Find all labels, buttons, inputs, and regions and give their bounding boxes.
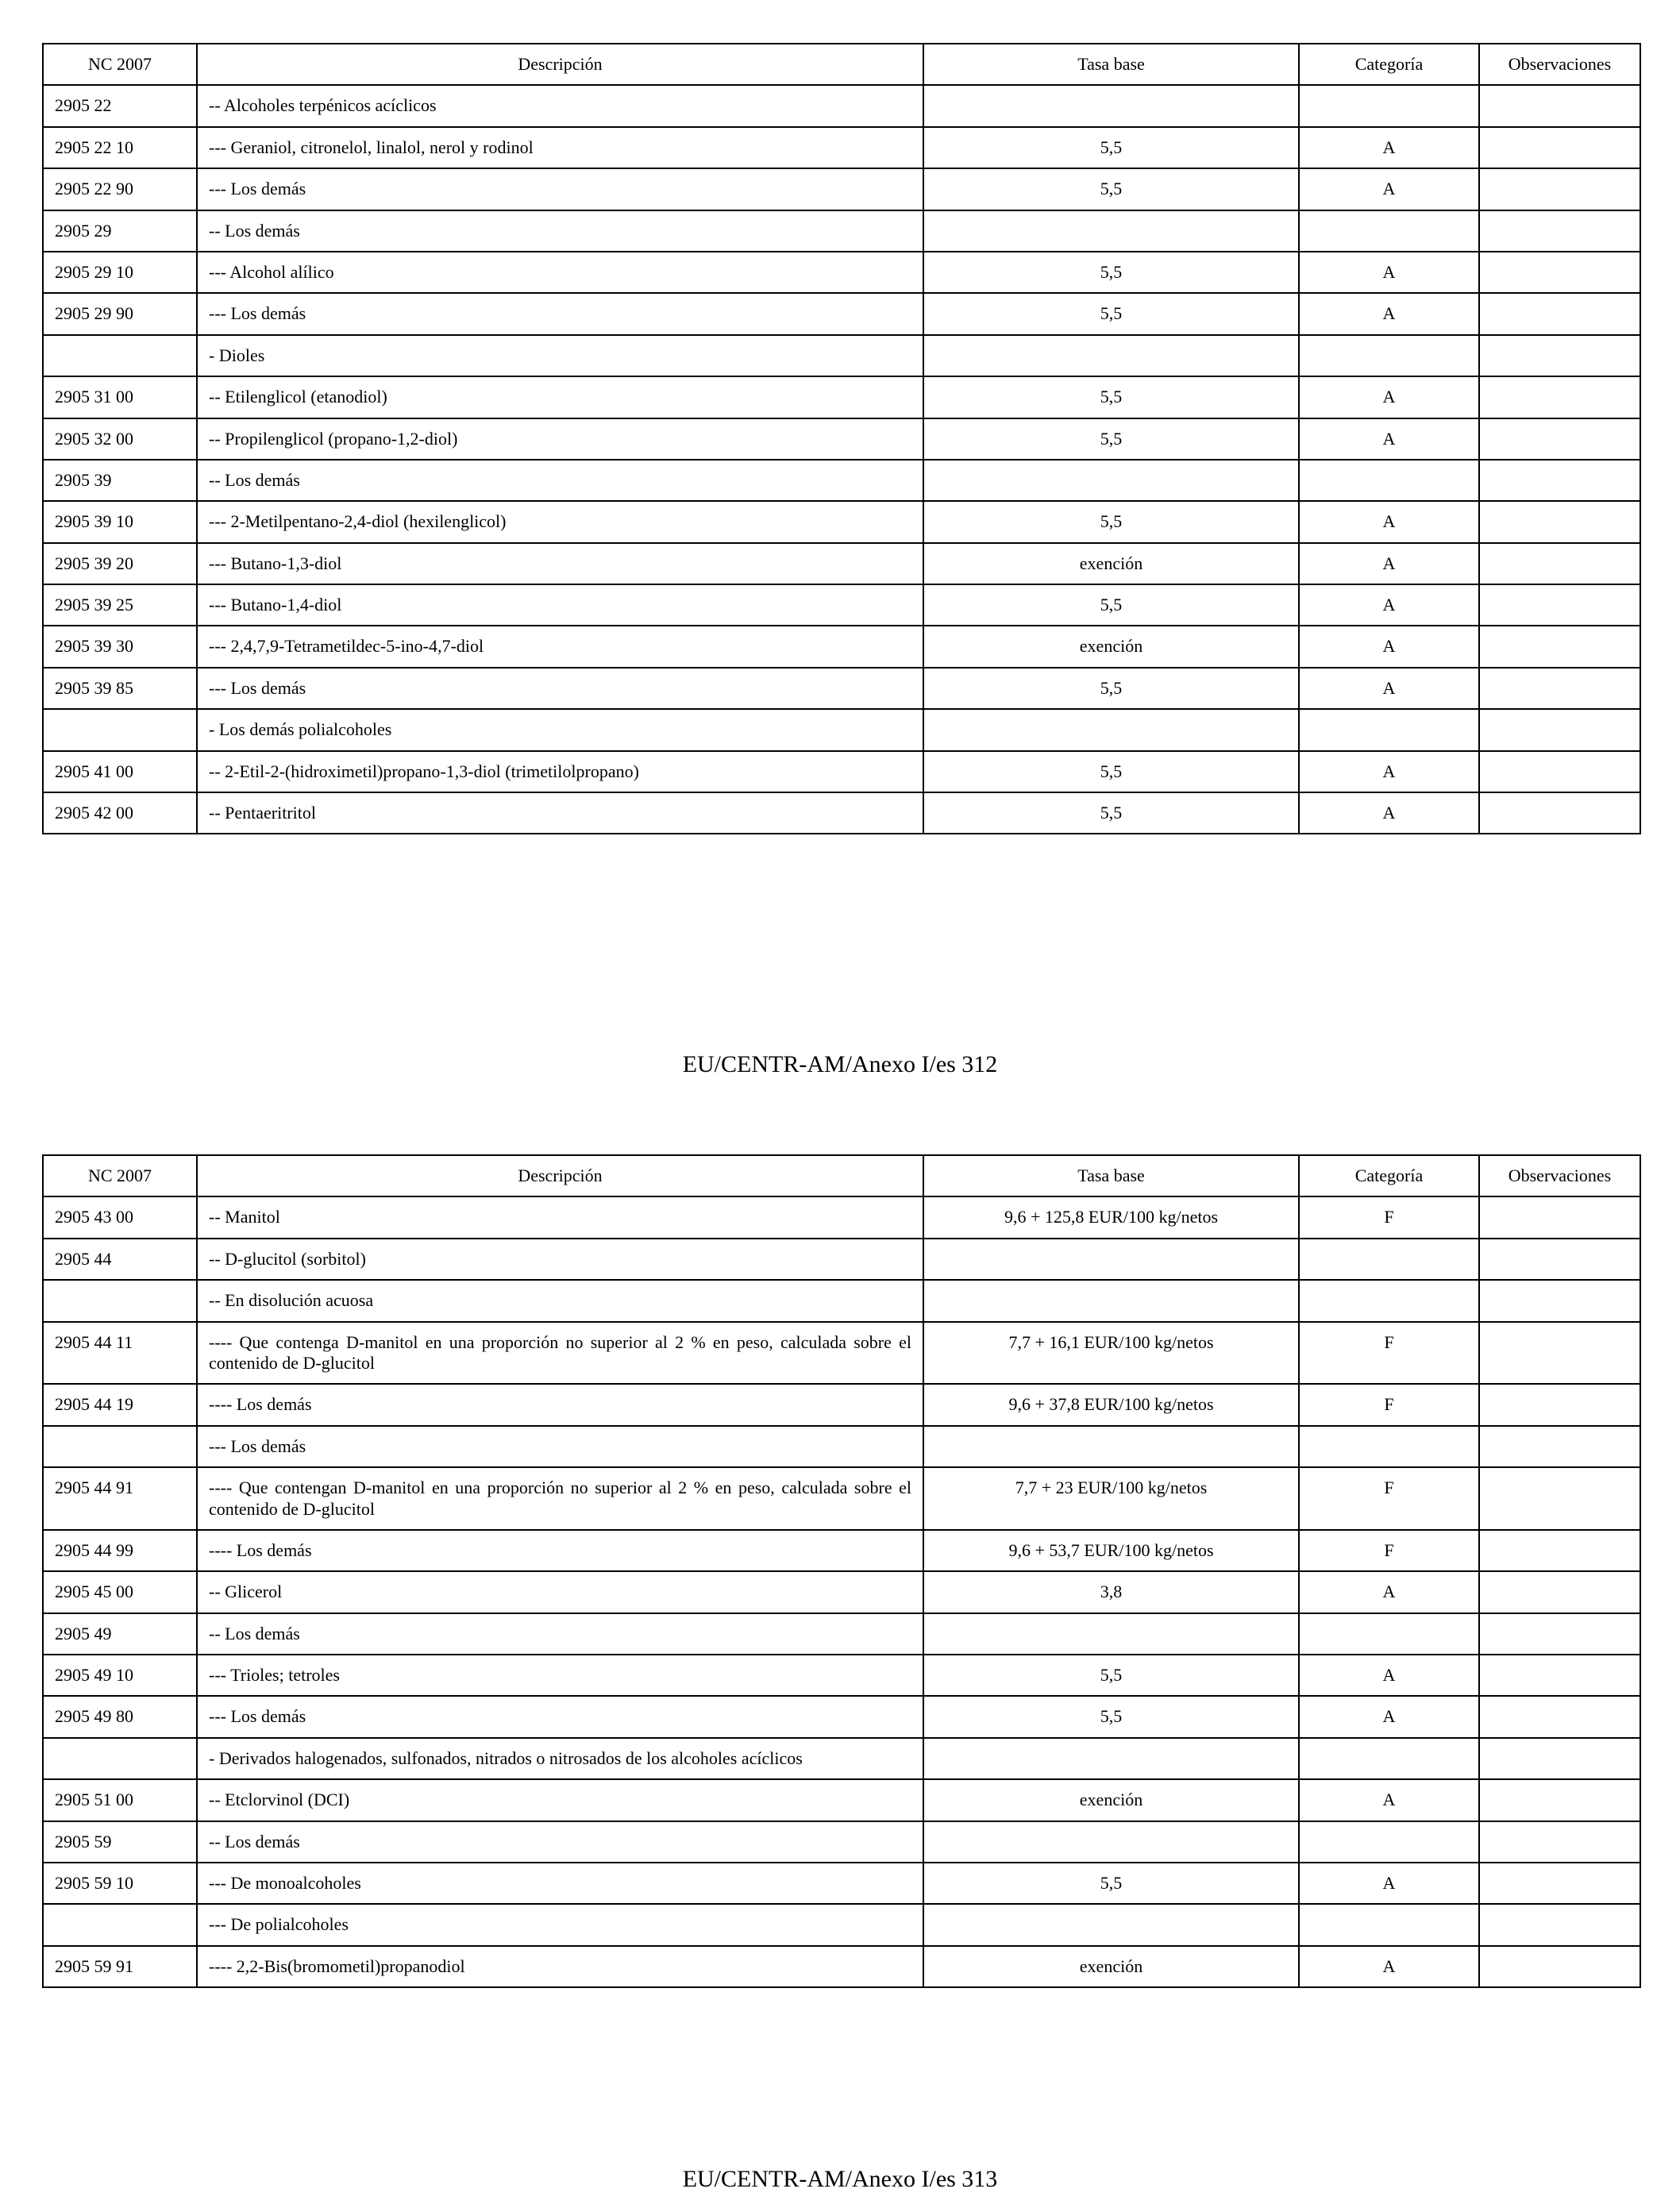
row-rate [923, 335, 1299, 376]
row-category: F [1299, 1384, 1479, 1425]
table-body [43, 1196, 1640, 1987]
row-rate [923, 1239, 1299, 1280]
row-code [43, 1280, 197, 1321]
row-description: --- Butano-1,3-diol [197, 543, 923, 584]
row-code: 2905 44 91 [43, 1467, 197, 1530]
row-rate [923, 460, 1299, 501]
row-category: A [1299, 1571, 1479, 1613]
row-notes [1479, 1904, 1640, 1945]
table-row [43, 85, 1640, 126]
table-row [43, 1196, 1640, 1238]
row-category [1299, 1613, 1479, 1655]
row-code: 2905 44 99 [43, 1530, 197, 1571]
row-notes [1479, 1738, 1640, 1779]
row-rate [923, 709, 1299, 750]
row-code: 2905 39 30 [43, 626, 197, 667]
row-rate: exención [923, 543, 1299, 584]
row-description: ---- Que contenga D-manitol en una proporción no superior al 2 % en peso, calculada sobre el contenido de D-glucitol [197, 1322, 923, 1385]
row-notes [1479, 1863, 1640, 1904]
row-category: A [1299, 626, 1479, 667]
row-notes [1479, 1239, 1640, 1280]
row-code: 2905 29 90 [43, 293, 197, 334]
row-code: 2905 49 10 [43, 1655, 197, 1696]
table-row [43, 751, 1640, 792]
table-row [43, 1571, 1640, 1613]
row-code: 2905 49 80 [43, 1696, 197, 1737]
row-rate: 9,6 + 125,8 EUR/100 kg/netos [923, 1196, 1299, 1238]
row-rate: 5,5 [923, 1863, 1299, 1904]
row-description: - Los demás polialcoholes [197, 709, 923, 750]
table-row [43, 376, 1640, 418]
row-category: F [1299, 1530, 1479, 1571]
row-description: - Derivados halogenados, sulfonados, nitrados o nitrosados de los alcoholes acíclicos [197, 1738, 923, 1779]
row-category [1299, 210, 1479, 252]
row-notes [1479, 1426, 1640, 1467]
row-code [43, 1904, 197, 1945]
row-rate [923, 210, 1299, 252]
header-category: Categoría [1299, 1155, 1479, 1196]
row-code: 2905 51 00 [43, 1779, 197, 1821]
row-notes [1479, 1821, 1640, 1863]
row-category: F [1299, 1322, 1479, 1385]
row-description: -- D-glucitol (sorbitol) [197, 1239, 923, 1280]
table-row [43, 1779, 1640, 1821]
row-rate: 5,5 [923, 792, 1299, 834]
row-description: -- Los demás [197, 1613, 923, 1655]
row-code: 2905 39 85 [43, 668, 197, 709]
row-description: - Dioles [197, 335, 923, 376]
table-row [43, 1821, 1640, 1863]
row-description: -- Los demás [197, 460, 923, 501]
row-description: -- Pentaeritritol [197, 792, 923, 834]
table-row [43, 1384, 1640, 1425]
table-row [43, 1613, 1640, 1655]
row-category [1299, 1821, 1479, 1863]
row-category: A [1299, 543, 1479, 584]
row-code: 2905 39 [43, 460, 197, 501]
row-code: 2905 29 [43, 210, 197, 252]
table-row [43, 584, 1640, 626]
row-rate [923, 1904, 1299, 1945]
row-description: -- Los demás [197, 210, 923, 252]
row-notes [1479, 1655, 1640, 1696]
row-category: A [1299, 501, 1479, 542]
row-category: A [1299, 418, 1479, 460]
row-category: A [1299, 751, 1479, 792]
row-category [1299, 335, 1479, 376]
row-notes [1479, 1280, 1640, 1321]
table-row [43, 418, 1640, 460]
row-rate: 5,5 [923, 252, 1299, 293]
row-category [1299, 460, 1479, 501]
row-code [43, 709, 197, 750]
row-notes [1479, 85, 1640, 126]
row-category [1299, 709, 1479, 750]
row-notes [1479, 543, 1640, 584]
header-rate: Tasa base [923, 44, 1299, 85]
row-code: 2905 41 00 [43, 751, 197, 792]
row-rate [923, 1821, 1299, 1863]
row-notes [1479, 1779, 1640, 1821]
row-rate [923, 1426, 1299, 1467]
row-category [1299, 1426, 1479, 1467]
row-notes [1479, 709, 1640, 750]
table-row [43, 668, 1640, 709]
tariff-table-page-313 [42, 1154, 1641, 1988]
row-description: ---- Los demás [197, 1530, 923, 1571]
row-category [1299, 1738, 1479, 1779]
row-code: 2905 59 10 [43, 1863, 197, 1904]
row-notes [1479, 1530, 1640, 1571]
row-rate [923, 1738, 1299, 1779]
row-notes [1479, 1696, 1640, 1737]
row-notes [1479, 668, 1640, 709]
row-code: 2905 43 00 [43, 1196, 197, 1238]
row-notes [1479, 335, 1640, 376]
row-description: -- Alcoholes terpénicos acíclicos [197, 85, 923, 126]
row-category: A [1299, 252, 1479, 293]
row-category: F [1299, 1467, 1479, 1530]
row-code: 2905 39 10 [43, 501, 197, 542]
row-code: 2905 39 20 [43, 543, 197, 584]
row-rate: 7,7 + 16,1 EUR/100 kg/netos [923, 1322, 1299, 1385]
row-code: 2905 32 00 [43, 418, 197, 460]
row-code: 2905 44 19 [43, 1384, 197, 1425]
table-row [43, 1467, 1640, 1530]
row-rate: exención [923, 1779, 1299, 1821]
page-footer: EU/CENTR-AM/Anexo I/es 312 [682, 1051, 998, 1077]
header-rate: Tasa base [923, 1155, 1299, 1196]
table-row [43, 792, 1640, 834]
row-category [1299, 1904, 1479, 1945]
row-category: A [1299, 376, 1479, 418]
row-description: --- 2,4,7,9-Tetrametildec-5-ino-4,7-diol [197, 626, 923, 667]
table-row [43, 460, 1640, 501]
row-rate: 5,5 [923, 293, 1299, 334]
row-notes [1479, 376, 1640, 418]
row-category: A [1299, 1863, 1479, 1904]
row-rate: 5,5 [923, 501, 1299, 542]
row-notes [1479, 252, 1640, 293]
row-rate: exención [923, 626, 1299, 667]
row-notes [1479, 1384, 1640, 1425]
row-category [1299, 1239, 1479, 1280]
row-code: 2905 31 00 [43, 376, 197, 418]
row-notes [1479, 1196, 1640, 1238]
row-rate: 3,8 [923, 1571, 1299, 1613]
row-code: 2905 39 25 [43, 584, 197, 626]
table-body [43, 85, 1640, 834]
row-notes [1479, 1467, 1640, 1530]
row-description: -- Manitol [197, 1196, 923, 1238]
row-category: A [1299, 293, 1479, 334]
row-rate: 5,5 [923, 418, 1299, 460]
row-rate: exención [923, 1946, 1299, 1987]
row-description: -- Los demás [197, 1821, 923, 1863]
row-category: F [1299, 1196, 1479, 1238]
row-description: -- En disolución acuosa [197, 1280, 923, 1321]
row-code: 2905 29 10 [43, 252, 197, 293]
row-rate: 5,5 [923, 584, 1299, 626]
row-description: --- Butano-1,4-diol [197, 584, 923, 626]
table-row [43, 1426, 1640, 1467]
table-row [43, 293, 1640, 334]
row-rate: 5,5 [923, 1696, 1299, 1737]
row-code: 2905 45 00 [43, 1571, 197, 1613]
row-description: --- Los demás [197, 168, 923, 210]
table-row [43, 168, 1640, 210]
row-description: --- De polialcoholes [197, 1904, 923, 1945]
row-description: ---- Los demás [197, 1384, 923, 1425]
row-description: -- Propilenglicol (propano-1,2-diol) [197, 418, 923, 460]
row-category: A [1299, 668, 1479, 709]
row-code: 2905 22 10 [43, 127, 197, 168]
header-notes: Observaciones [1479, 44, 1640, 85]
row-category: A [1299, 1655, 1479, 1696]
row-description: --- Los demás [197, 1696, 923, 1737]
row-rate: 5,5 [923, 751, 1299, 792]
row-description: --- 2-Metilpentano-2,4-diol (hexilenglicol) [197, 501, 923, 542]
row-description: ---- 2,2-Bis(bromometil)propanodiol [197, 1946, 923, 1987]
row-rate: 9,6 + 37,8 EUR/100 kg/netos [923, 1384, 1299, 1425]
header-code: NC 2007 [43, 1155, 197, 1196]
row-description: -- Etilenglicol (etanodiol) [197, 376, 923, 418]
row-category: A [1299, 792, 1479, 834]
table-row [43, 1280, 1640, 1321]
page-footer: EU/CENTR-AM/Anexo I/es 313 [682, 2166, 998, 2192]
table-header-row [43, 1155, 1640, 1196]
table-row [43, 543, 1640, 584]
table-row [43, 335, 1640, 376]
row-category [1299, 1280, 1479, 1321]
row-rate: 9,6 + 53,7 EUR/100 kg/netos [923, 1530, 1299, 1571]
row-code [43, 1426, 197, 1467]
row-rate: 5,5 [923, 376, 1299, 418]
row-notes [1479, 584, 1640, 626]
row-description: --- Alcohol alílico [197, 252, 923, 293]
header-description: Descripción [197, 1155, 923, 1196]
row-rate [923, 1613, 1299, 1655]
row-code [43, 1738, 197, 1779]
row-code: 2905 44 11 [43, 1322, 197, 1385]
row-category: A [1299, 1779, 1479, 1821]
row-description: --- Geraniol, citronelol, linalol, nerol y rodinol [197, 127, 923, 168]
table-row [43, 501, 1640, 542]
row-rate: 5,5 [923, 1655, 1299, 1696]
row-rate: 5,5 [923, 168, 1299, 210]
row-category: A [1299, 168, 1479, 210]
row-description: -- 2-Etil-2-(hidroximetil)propano-1,3-diol (trimetilolpropano) [197, 751, 923, 792]
table-header-row [43, 44, 1640, 85]
row-category [1299, 85, 1479, 126]
row-description: --- Los demás [197, 293, 923, 334]
row-notes [1479, 127, 1640, 168]
row-notes [1479, 1613, 1640, 1655]
row-rate: 5,5 [923, 668, 1299, 709]
row-notes [1479, 168, 1640, 210]
table-row [43, 1904, 1640, 1945]
row-notes [1479, 1322, 1640, 1385]
row-code [43, 335, 197, 376]
table-row [43, 1863, 1640, 1904]
table-row [43, 1239, 1640, 1280]
table-row [43, 210, 1640, 252]
row-description: --- De monoalcoholes [197, 1863, 923, 1904]
row-notes [1479, 792, 1640, 834]
table-row [43, 127, 1640, 168]
row-notes [1479, 1946, 1640, 1987]
table-row [43, 1738, 1640, 1779]
row-category: A [1299, 1946, 1479, 1987]
row-description: --- Los demás [197, 1426, 923, 1467]
row-category: A [1299, 1696, 1479, 1737]
table-row [43, 1655, 1640, 1696]
row-notes [1479, 210, 1640, 252]
row-code: 2905 22 [43, 85, 197, 126]
row-notes [1479, 460, 1640, 501]
row-code: 2905 59 91 [43, 1946, 197, 1987]
header-category: Categoría [1299, 44, 1479, 85]
table-row [43, 1322, 1640, 1385]
header-description: Descripción [197, 44, 923, 85]
table-row [43, 1530, 1640, 1571]
tariff-table-page-312 [42, 43, 1641, 834]
row-notes [1479, 418, 1640, 460]
row-rate: 5,5 [923, 127, 1299, 168]
row-description: --- Trioles; tetroles [197, 1655, 923, 1696]
row-code: 2905 44 [43, 1239, 197, 1280]
table-row [43, 709, 1640, 750]
row-description: --- Los demás [197, 668, 923, 709]
row-code: 2905 59 [43, 1821, 197, 1863]
row-rate [923, 85, 1299, 126]
table-row [43, 1946, 1640, 1987]
row-code: 2905 42 00 [43, 792, 197, 834]
row-description: ---- Que contengan D-manitol en una proporción no superior al 2 % en peso, calculada sobre el contenido de D-glucitol [197, 1467, 923, 1530]
row-code: 2905 22 90 [43, 168, 197, 210]
row-description: -- Etclorvinol (DCI) [197, 1779, 923, 1821]
row-category: A [1299, 127, 1479, 168]
table-row [43, 626, 1640, 667]
row-notes [1479, 501, 1640, 542]
row-rate [923, 1280, 1299, 1321]
header-notes: Observaciones [1479, 1155, 1640, 1196]
row-notes [1479, 626, 1640, 667]
row-code: 2905 49 [43, 1613, 197, 1655]
header-code: NC 2007 [43, 44, 197, 85]
row-rate: 7,7 + 23 EUR/100 kg/netos [923, 1467, 1299, 1530]
row-category: A [1299, 584, 1479, 626]
row-notes [1479, 751, 1640, 792]
table-row [43, 1696, 1640, 1737]
row-notes [1479, 293, 1640, 334]
row-notes [1479, 1571, 1640, 1613]
row-description: -- Glicerol [197, 1571, 923, 1613]
table-row [43, 252, 1640, 293]
